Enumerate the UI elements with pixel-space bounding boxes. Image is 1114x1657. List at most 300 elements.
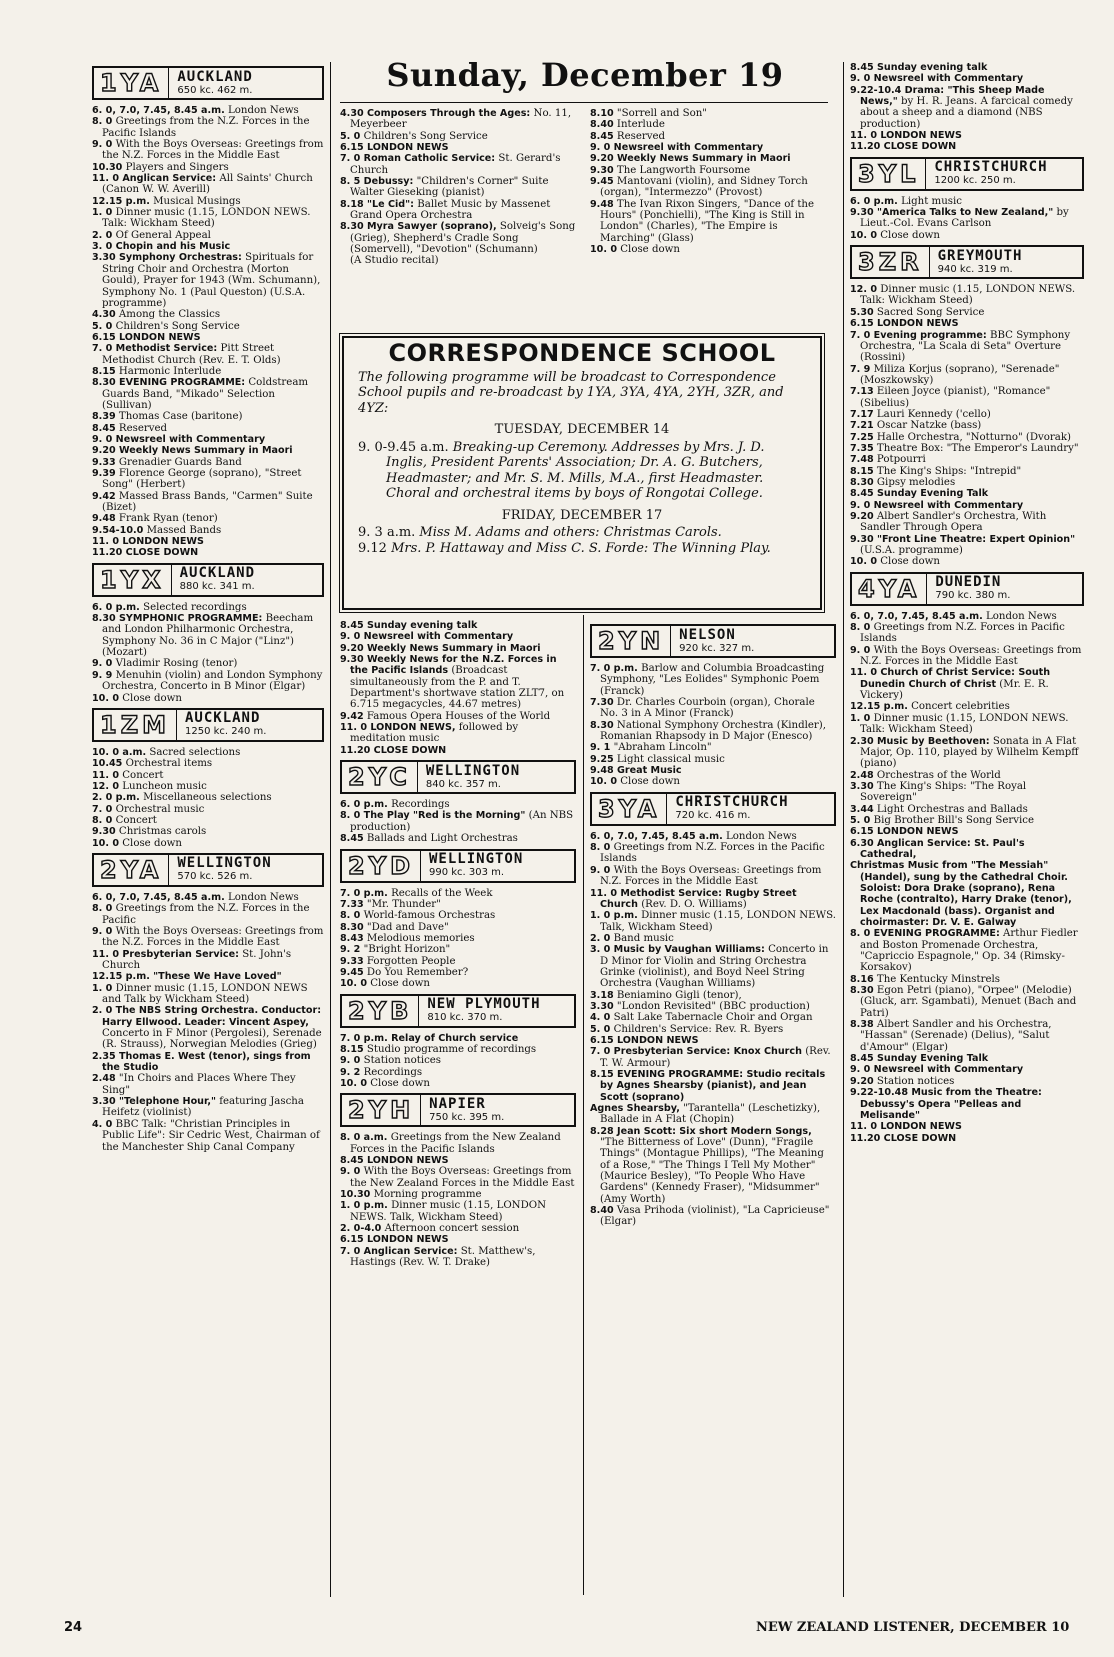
- station-frequency: 840 kc. 357 m.: [425, 778, 501, 790]
- programme-text: Close down: [880, 229, 940, 241]
- station-header: [590, 624, 836, 658]
- programme-item: [590, 910, 836, 933]
- programme-item: [92, 602, 324, 613]
- programme-item: [340, 1189, 576, 1200]
- programme-item: [92, 162, 324, 173]
- station-header: [590, 792, 836, 826]
- programme-time: 6.30 Anglican Service: St. Paul's Cathedral,: [850, 837, 1025, 860]
- programme-item: [340, 1033, 576, 1044]
- programme-text: The Langworth Foursome: [616, 164, 751, 176]
- programme-item: [92, 658, 324, 669]
- programme-time: 7.17: [850, 408, 874, 420]
- page-number: 24: [64, 1620, 83, 1635]
- programme-text: With the Boys Overseas: Greetings from the N.Z. Forces in the Middle East: [102, 925, 324, 949]
- programme-item: [92, 747, 324, 758]
- programme-text: The Ivan Rixon Singers, "Dance of the Hours" (Ponchielli), "The King is Still in London" (Charles), "The Empire is Marching" (Glass): [600, 198, 815, 244]
- programme-item: [590, 244, 826, 255]
- programme-item: [850, 770, 1084, 781]
- programme-text: (Mr. E. R. Vickery): [860, 678, 1049, 702]
- programme-text: Children's Song Service: [363, 130, 488, 142]
- programme-text: Albert Sandler's Orchestra, With Sandler Through Opera: [860, 511, 1047, 534]
- programme-item: [590, 1103, 836, 1126]
- programme-item: [850, 713, 1084, 736]
- programme-time: 9.20 Weekly News Summary in Maori: [340, 642, 541, 654]
- programme-item: [92, 781, 324, 792]
- programme-text: Albert Sandler and his Orchestra, "Hassan" (Serenade) (Delius), "Salut d'Amour" (Elgar): [860, 1019, 1052, 1053]
- station-header: [850, 245, 1084, 279]
- programme-time: 11.20 CLOSE DOWN: [92, 547, 199, 559]
- programme-text: Melodious memories: [366, 932, 475, 944]
- programme-time: 8.18 "Le Cid":: [340, 198, 415, 210]
- programme-text: Reserved: [118, 422, 168, 434]
- programme-text: Greetings from the New Zealand Forces in the Pacific Islands: [350, 1132, 561, 1155]
- station-call-sign: 1YX: [94, 565, 172, 595]
- programme-item: [850, 1064, 1084, 1075]
- programme-time: 9. 0: [92, 925, 113, 937]
- programme-text: No. 11, Meyerbeer: [350, 108, 572, 131]
- station-city: GREYMOUTH: [937, 247, 1023, 264]
- station-call-sign: 3YA: [592, 794, 667, 824]
- programme-time: 3.44: [850, 803, 874, 815]
- programme-text: Do You Remember?: [366, 966, 469, 978]
- programme-time: 9. 0: [590, 864, 611, 876]
- programme-text: Dinner music (1.15, LONDON NEWS. Talk: Wickham Steed): [860, 712, 1069, 736]
- programme-text: Ballet Music by Massenet Grand Opera Orchestra: [350, 198, 551, 222]
- programme-time: 3.18: [590, 989, 614, 1001]
- programme-item: [92, 792, 324, 803]
- programme-text: Close down: [122, 692, 182, 704]
- programme-time: 9.45: [340, 966, 364, 978]
- programme-item: [92, 838, 324, 849]
- programme-time: 10. 0: [590, 776, 618, 788]
- programme-text: Christmas carols: [118, 826, 207, 838]
- programme-time: 6. 0 p.m.: [850, 195, 898, 207]
- programme-time: 7. 0 Evening programme:: [850, 329, 987, 341]
- programme-text: Harmonic Interlude: [118, 365, 222, 377]
- programme-item: [590, 663, 836, 697]
- programme-item: [850, 815, 1084, 826]
- programme-time: 6.15 LONDON NEWS: [850, 826, 959, 838]
- programme-text: "Mr. Thunder": [366, 898, 441, 910]
- station-header: [340, 1093, 576, 1127]
- programme-text: Recalls of the Week: [391, 887, 493, 899]
- programme-time: 8.30 Myra Sawyer (soprano),: [340, 221, 497, 233]
- programme-item: [590, 1035, 836, 1046]
- programme-text: All Saints' Church (Canon W. W. Averill): [102, 173, 313, 196]
- programme-item: [850, 432, 1084, 443]
- programme-time: 9. 9: [92, 669, 113, 681]
- programme-item: [590, 108, 826, 119]
- programme-time: 8. 0: [92, 116, 113, 128]
- programme-time: 9.25: [590, 753, 614, 765]
- programme-text: London News: [227, 891, 299, 903]
- programme-text: BBC Talk: "Christian Principles in Public Life": Sir Cedric West, Chairman of the Manchester Ship Canal Company: [102, 1118, 320, 1153]
- programme-item: [340, 1223, 576, 1234]
- station-frequency: 1200 kc. 250 m.: [934, 175, 1016, 187]
- programme-text: (Rev. D. O. Williams): [641, 898, 747, 910]
- programme-text: The Kentucky Minstrels: [876, 973, 1000, 985]
- programme-text: St. Gerard's Church: [350, 153, 561, 176]
- programme-time: 9.48 Great Music: [590, 765, 682, 777]
- programme-item: [850, 230, 1084, 241]
- programme-item: [92, 815, 324, 826]
- programme-time: 8. 0: [92, 903, 113, 915]
- programme-text: Afternoon concert session: [384, 1223, 520, 1235]
- programme-text: Beecham and London Philharmonic Orchestra, Symphony No. 36 in C Major ("Linz") (Mozart): [102, 613, 314, 659]
- programme-text: World-famous Orchestras: [363, 910, 496, 922]
- programme-item: [92, 949, 324, 972]
- programme-item: [850, 196, 1084, 207]
- programme-time: 9. 0 Newsreel with Commentary: [850, 499, 1024, 511]
- programme-time: 7. 0 Anglican Service:: [340, 1245, 458, 1257]
- programme-list: [340, 799, 576, 844]
- programme-item: [92, 411, 324, 422]
- programme-item: [92, 241, 324, 252]
- station-call-sign: 2YC: [342, 762, 418, 792]
- programme-time: 6. 0, 7.0, 7.45, 8.45 a.m.: [590, 830, 723, 842]
- programme-item: [92, 230, 324, 241]
- programme-time: 4. 0: [92, 1118, 113, 1130]
- programme-text: The King's Ships: "The Royal Sovereign": [860, 780, 1027, 804]
- programme-item: [590, 754, 836, 765]
- programme-text: London News: [227, 105, 299, 116]
- programme-time: 9. 0: [340, 1166, 361, 1178]
- programme-text: Close down: [370, 1077, 430, 1089]
- programme-text: Florence George (soprano), "Street Song" (Herbert): [102, 468, 302, 491]
- programme-time: 9.30: [92, 826, 116, 838]
- programme-time: 8.43: [340, 932, 364, 944]
- programme-time: 8. 0 The Play "Red is the Morning": [340, 810, 526, 822]
- programme-time: 8.15: [850, 465, 874, 477]
- programme-item: [340, 631, 576, 642]
- programme-item: [340, 810, 576, 833]
- programme-list: [850, 62, 1084, 153]
- programme-time: 7.35: [850, 442, 874, 454]
- programme-item: [850, 645, 1084, 668]
- programme-item: [850, 141, 1084, 152]
- station-header: [340, 849, 576, 883]
- programme-text: Dinner music (1.15, LONDON NEWS and Talk by Wickham Steed): [102, 982, 308, 1006]
- programme-time: 9. 2: [340, 944, 361, 956]
- programme-time: 7.48: [850, 454, 874, 466]
- programme-text: Thomas Case (baritone): [118, 411, 243, 423]
- programme-time: 7.21: [850, 420, 874, 432]
- programme-text: Massed Brass Bands, "Carmen" Suite (Bizet): [102, 490, 313, 514]
- station-frequency: 790 kc. 380 m.: [935, 590, 1011, 602]
- programme-time: 2. 0 The NBS String Orchestra. Conductor: Harry Ellwood. Leader: Vincent Aspey,: [92, 1005, 322, 1028]
- column-rule: [843, 62, 844, 1597]
- station-call-sign: 3YL: [852, 159, 926, 189]
- programme-time: 9.20 Weekly News Summary in Maori: [92, 445, 293, 457]
- programme-time: 11. 0 Presbyterian Service:: [92, 948, 239, 960]
- programme-item: [850, 701, 1084, 712]
- programme-time: 9. 0 Newsreel with Commentary: [850, 73, 1024, 85]
- station-city: AUCKLAND: [179, 565, 256, 582]
- programme-item: [340, 1132, 576, 1155]
- programme-item: [590, 720, 836, 743]
- station-call-sign: 1YA: [94, 68, 169, 98]
- programme-time: 9.30 "America Talks to New Zealand,": [850, 207, 1054, 219]
- programme-item: [850, 488, 1084, 499]
- programme-item: [850, 1019, 1084, 1053]
- programme-item: [92, 173, 324, 196]
- programme-text: Salt Lake Tabernacle Choir and Organ: [613, 1012, 813, 1024]
- programme-time: 6. 0 p.m.: [340, 799, 388, 811]
- programme-text: (U.S.A. programme): [860, 545, 963, 557]
- programme-text: Greetings from the N.Z. Forces in the Pacific: [102, 903, 310, 926]
- programme-text: Concert: [115, 814, 157, 826]
- programme-time: 1. 0: [92, 207, 113, 219]
- programme-time: 6.15 LONDON NEWS: [590, 1034, 699, 1046]
- programme-text: Light music: [901, 195, 962, 207]
- station-city: WELLINGTON: [429, 851, 524, 867]
- programme-text: Among the Classics: [118, 309, 221, 321]
- column-rule: [330, 62, 331, 1597]
- station-city: CHRISTCHURCH: [675, 794, 789, 811]
- programme-time: 11. 0 LONDON NEWS,: [340, 722, 456, 734]
- station-call-sign: 4YA: [852, 574, 927, 604]
- programme-item: [850, 781, 1084, 804]
- programme-time: 8. 0: [92, 814, 113, 826]
- programme-time: 4. 0: [590, 1012, 611, 1024]
- programme-text: Eileen Joyce (pianist), "Romance" (Sibelius): [860, 386, 1051, 409]
- programme-item: [92, 491, 324, 514]
- programme-item: [850, 611, 1084, 622]
- column-3-bottom: [590, 620, 836, 1228]
- programme-text: Reserved: [616, 130, 666, 142]
- programme-list: [850, 284, 1084, 568]
- programme-text: Grenadier Guards Band: [118, 456, 242, 468]
- programme-item: [590, 842, 836, 865]
- programme-time: 8.15 EVENING PROGRAMME: Studio recitals by Agnes Shearsby (pianist), and Jean Scott (soprano): [590, 1069, 826, 1103]
- programme-time: 9. 0: [340, 1055, 361, 1067]
- column-1: [92, 62, 324, 1153]
- programme-item: [92, 547, 324, 558]
- programme-time: 8.38: [850, 1019, 874, 1031]
- programme-item: [590, 944, 836, 989]
- station-header: [92, 563, 324, 597]
- programme-item: [92, 770, 324, 781]
- station-call-sign: 2YA: [94, 855, 169, 885]
- programme-time: 8.30: [340, 921, 364, 933]
- programme-item: [850, 826, 1084, 837]
- programme-time: 10.30: [92, 161, 123, 173]
- programme-item: [340, 910, 576, 921]
- programme-item: [850, 500, 1084, 511]
- programme-text: Sacred Song Service: [876, 306, 985, 318]
- programme-item: [92, 343, 324, 366]
- programme-time: 7. 0 p.m.: [340, 887, 388, 899]
- programme-text: Vasa Prihoda (violinist), "La Capricieuse" (Elgar): [600, 1205, 830, 1228]
- programme-text: (Rev. T. W. Armour): [600, 1046, 831, 1069]
- programme-time: 8. 0: [850, 622, 871, 634]
- programme-text: Concerto in F Minor (Pergolesi), Serenade (R. Strauss), Norwegian Melodies (Grieg): [102, 1028, 322, 1051]
- station-city: DUNEDIN: [935, 574, 1002, 591]
- programme-time: 6.15 LONDON NEWS: [340, 142, 449, 154]
- programme-time: 10. 0: [850, 556, 878, 568]
- station-city: NAPIER: [429, 1095, 486, 1112]
- programme-item: [92, 434, 324, 445]
- programme-text: Close down: [122, 837, 182, 849]
- programme-time: 1. 0: [850, 712, 871, 724]
- programme-time: 6.15 LONDON NEWS: [850, 318, 959, 330]
- programme-text: With the Boys Overseas: Greetings from N.Z. Forces in the Middle East: [860, 644, 1082, 668]
- programme-text: Orchestral music: [115, 803, 205, 815]
- programme-item: [590, 176, 826, 199]
- correspondence-title: CORRESPONDENCE SCHOOL: [388, 339, 776, 367]
- programme-item: [850, 804, 1084, 815]
- programme-item: [340, 956, 576, 967]
- programme-text: Station notices: [363, 1055, 442, 1067]
- programme-item: [590, 1046, 836, 1069]
- programme-item: [850, 667, 1084, 701]
- programme-item: [850, 420, 1084, 431]
- programme-time: 2. 0: [92, 229, 113, 241]
- station-call-sign: 2YD: [342, 851, 421, 881]
- programme-text: Recordings: [391, 799, 450, 811]
- programme-time: 11. 0 LONDON NEWS: [850, 130, 962, 142]
- station-call-sign: 2YB: [342, 996, 419, 1026]
- programme-item: [590, 990, 836, 1001]
- programme-time: 4.30: [92, 309, 116, 321]
- programme-item: [850, 838, 1084, 861]
- programme-item: [590, 933, 836, 944]
- programme-time: 8.28 Jean Scott: Six short Modern Songs,: [590, 1125, 812, 1137]
- programme-item: [92, 525, 324, 536]
- correspondence-entry: 9. 0-9.45 a.m. Breaking-up Ceremony. Addresses by Mrs. J. D. Inglis, President Parents' Association; Dr. A. G. Butchers, Headmaster; and Mr. S. M. Mills, M.A., first Headmaster. Choral and orchestral items by boys of Rongotai College.: [358, 439, 765, 501]
- programme-list: [340, 1132, 576, 1268]
- programme-time: 12.15 p.m. "These We Have Loved": [92, 971, 282, 983]
- programme-time: 2. 0-4.0: [340, 1223, 382, 1235]
- programme-item: [340, 888, 576, 899]
- programme-text: Miliza Korjus (soprano), "Serenade" (Moszkowsky): [860, 363, 1060, 386]
- programme-text: Greetings from the N.Z. Forces in the Pacific Islands: [102, 116, 310, 139]
- programme-text: Famous Opera Houses of the World: [366, 710, 551, 722]
- programme-text: Close down: [620, 776, 680, 788]
- programme-item: [850, 207, 1084, 230]
- station-frequency: 920 kc. 327 m.: [679, 642, 755, 654]
- programme-item: [590, 776, 836, 787]
- programme-item: [850, 466, 1084, 477]
- programme-item: [590, 1069, 836, 1103]
- programme-text: Close down: [370, 978, 430, 990]
- programme-time: 7. 9: [850, 363, 871, 375]
- programme-time: 12.15 p.m.: [92, 195, 150, 207]
- programme-item: [590, 1126, 836, 1205]
- programme-item: [340, 1200, 576, 1223]
- programme-item: [92, 1005, 324, 1050]
- programme-item: [340, 899, 576, 910]
- programme-text: Station notices: [876, 1075, 955, 1087]
- programme-item: [590, 1001, 836, 1012]
- station-header: [92, 853, 324, 887]
- programme-time: 1. 0: [92, 982, 113, 994]
- programme-time: 8.45 Sunday evening talk: [850, 62, 988, 73]
- programme-time: 6. 0, 7.0, 7.45, 8.45 a.m.: [92, 891, 225, 903]
- programme-time: 11. 0 Church of Christ Service: South Dunedin Church of Christ: [850, 667, 1051, 690]
- programme-text: Orchestras of the World: [876, 769, 1001, 781]
- programme-item: [850, 1053, 1084, 1064]
- programme-time: 5. 0: [850, 814, 871, 826]
- programme-time: 6. 0, 7.0, 7.45, 8.45 a.m.: [850, 610, 983, 622]
- programme-list: [590, 831, 836, 1228]
- programme-list: [340, 1033, 576, 1090]
- programme-time: 8.15: [340, 1043, 364, 1055]
- programme-time: 9.20 Weekly News Summary in Maori: [590, 153, 791, 165]
- programme-item: [850, 85, 1084, 130]
- station-city: WELLINGTON: [177, 855, 272, 872]
- programme-item: [92, 1119, 324, 1153]
- programme-item: [850, 454, 1084, 465]
- programme-text: Band music: [613, 932, 674, 944]
- programme-item: [340, 620, 576, 631]
- programme-text: National Symphony Orchestra (Kindler), Romanian Rhapsody in D Major (Enesco): [600, 719, 827, 743]
- programme-time: 9. 0 Newsreel with Commentary: [340, 631, 514, 643]
- programme-time: 6.15 LONDON NEWS: [340, 1234, 449, 1246]
- programme-item: [850, 556, 1084, 567]
- programme-list: [340, 108, 576, 267]
- programme-time: 9. 0: [850, 644, 871, 656]
- programme-time: 9. 0: [92, 658, 113, 670]
- programme-list: [340, 620, 576, 756]
- programme-time: 3.30 "Telephone Hour,": [92, 1096, 216, 1108]
- programme-item: [850, 1087, 1084, 1121]
- programme-item: [850, 622, 1084, 645]
- programme-item: [92, 116, 324, 139]
- programme-item: [850, 985, 1084, 1019]
- programme-text: Frank Ryan (tenor): [118, 513, 218, 525]
- programme-time: Agnes Shearsby,: [590, 1103, 680, 1115]
- programme-time: 8.30 SYMPHONIC PROGRAMME:: [92, 613, 263, 625]
- programme-text: Light Orchestras and Ballads: [876, 803, 1028, 815]
- programme-time: 9.48: [92, 513, 116, 525]
- programme-text: Children's Song Service: [115, 320, 240, 332]
- programme-item: [340, 922, 576, 933]
- programme-time: 2. 0 p.m.: [92, 792, 140, 804]
- programme-text: Egon Petri (piano), "Orpee" (Melodie) (Gluck, arr. Sgambati), Menuet (Bach and Patri): [860, 985, 1077, 1019]
- column-4: [850, 62, 1084, 1144]
- station-header: [92, 708, 324, 742]
- programme-time: 9.42: [340, 710, 364, 722]
- station-call-sign: 2YN: [592, 626, 671, 656]
- programme-text: Big Brother Bill's Song Service: [873, 814, 1034, 826]
- programme-item: [590, 199, 826, 244]
- programme-list: [92, 747, 324, 849]
- correspondence-day: FRIDAY, DECEMBER 17: [501, 507, 663, 523]
- programme-text: by Lieut.-Col. Evans Carlson: [860, 207, 1069, 230]
- programme-text: "The Bitterness of Love" (Dunn), "Fragile Things" (Montague Phillips), "The Meaning of a Rose," "The Things I Tell My Mother" (Maurice Besley), "To People Who Have Gardens" (Kennedy Fraser), "Midsummer" (Amy Worth): [600, 1137, 824, 1205]
- programme-text: Arthur Fiedler and Boston Promenade Orchestra, "Capriccio Espagnole," Op. 34 (Rimsky-Korsakov): [860, 928, 1078, 974]
- programme-time: 11.20 CLOSE DOWN: [850, 141, 957, 153]
- programme-time: 3. 0 Chopin and his Music: [92, 241, 231, 253]
- programme-text: Massed Bands: [146, 524, 222, 536]
- programme-time: 11. 0 Methodist Service: Rugby Street Church: [590, 887, 797, 910]
- programme-item: [590, 119, 826, 130]
- programme-text: "Children's Corner" Suite Walter Gieseking (pianist): [350, 176, 549, 199]
- programme-item: [590, 697, 836, 720]
- programme-time: 8.45 LONDON NEWS: [340, 1155, 449, 1166]
- station-city: AUCKLAND: [177, 68, 253, 85]
- programme-text: With the Boys Overseas: Greetings from the New Zealand Forces in the Middle East: [350, 1166, 575, 1189]
- station-city: CHRISTCHURCH: [934, 159, 1048, 176]
- programme-text: Pitt Street Methodist Church (Rev. E. T. Olds): [102, 343, 281, 366]
- programme-text: The King's Ships: "Intrepid": [876, 465, 1022, 477]
- programme-time: 6.15 LONDON NEWS: [92, 331, 201, 343]
- programme-time: 3. 0 Music by Vaughan Williams:: [590, 944, 765, 956]
- programme-time: 5. 0: [340, 130, 361, 142]
- programme-text: St. John's Church: [102, 948, 292, 971]
- programme-item: [92, 971, 324, 982]
